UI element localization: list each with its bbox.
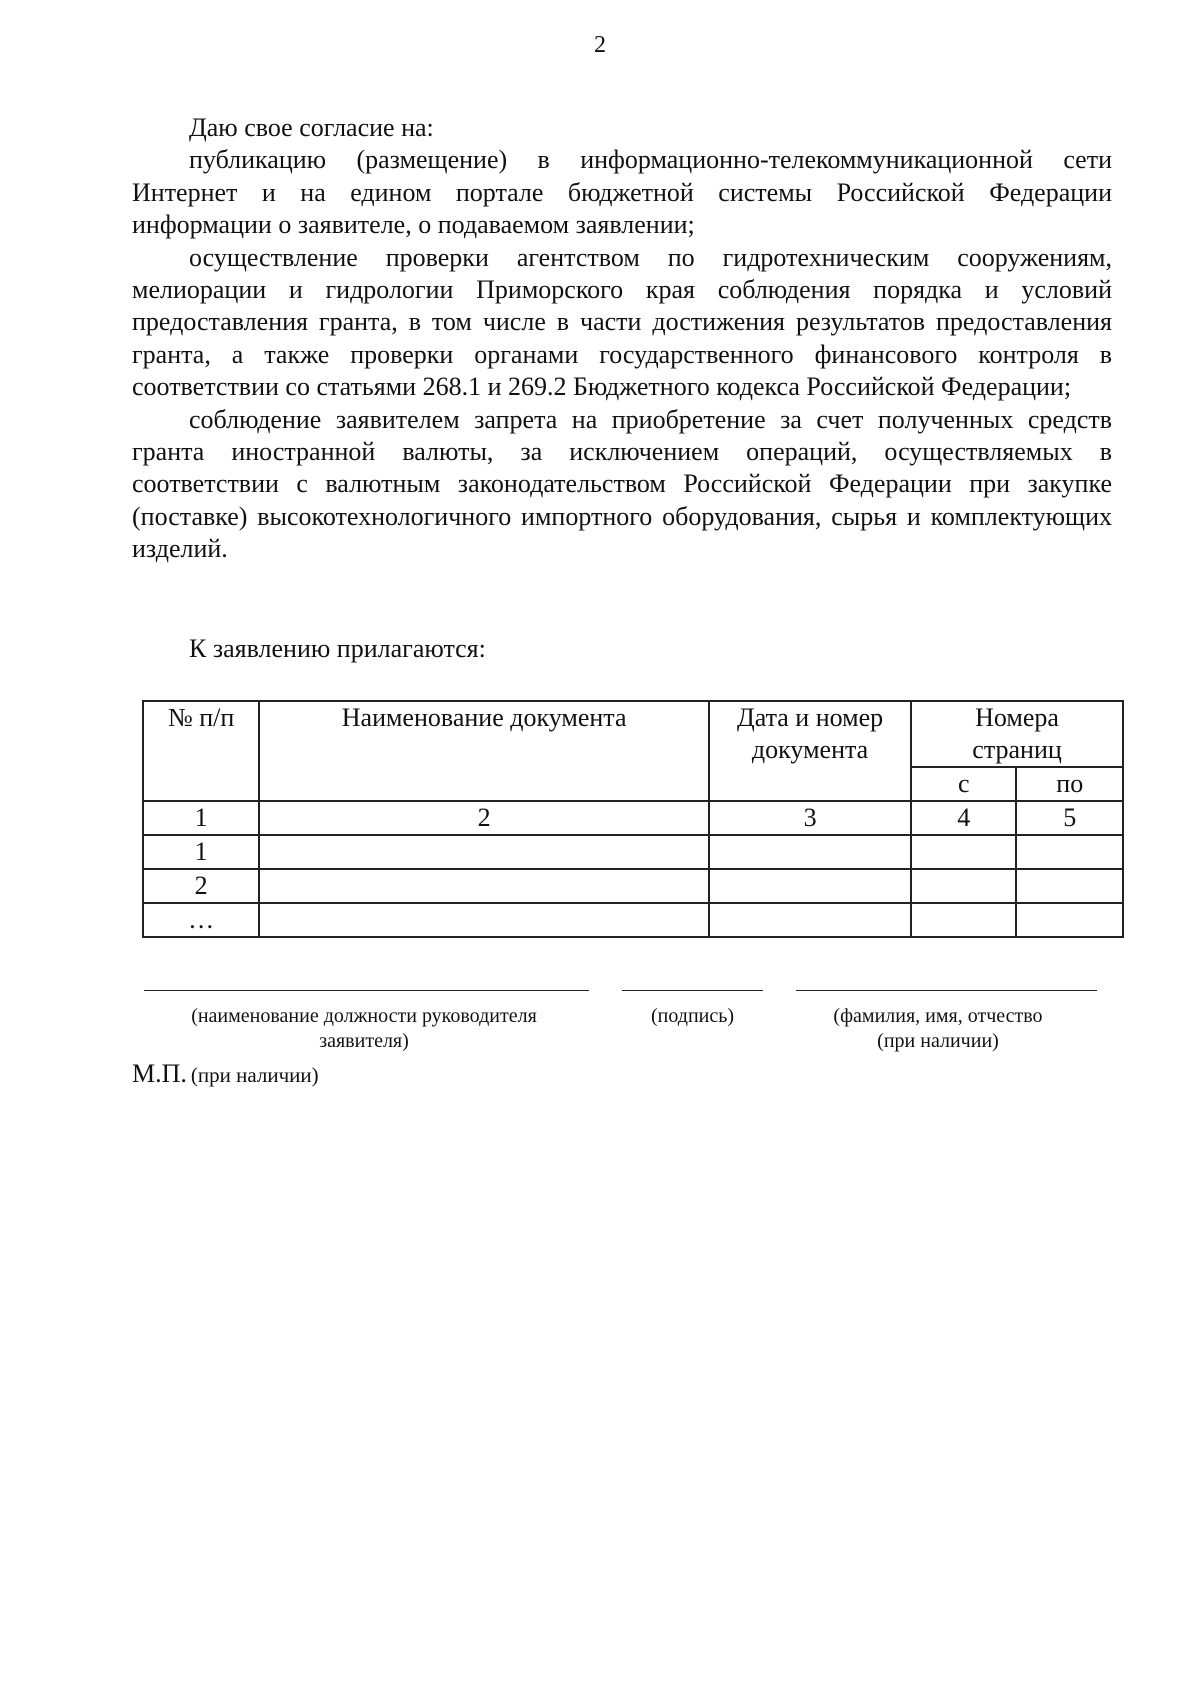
table-header-row <box>143 701 1123 767</box>
pages-to-cell[interactable] <box>1016 869 1123 903</box>
full-name-caption: (фамилия, имя, отчество (при наличии) <box>833 1005 1043 1052</box>
full-name-signature-line[interactable] <box>796 990 1097 991</box>
table-row <box>143 903 1123 937</box>
row-number-cell: 2 <box>143 869 259 903</box>
page-number: 2 <box>594 32 606 58</box>
table-row <box>143 835 1123 869</box>
stamp-label: М.П. <box>132 1059 187 1088</box>
consent-item-inspection: осуществление проверки агентством по гидротехническим сооружениям, мелиорации и гидрологии Приморского края соблюдения порядка и условий предоставления гранта, в том числе в части достижения результатов предоставления гранта, а также проверки органами государственного финансового контроля в соответствии со статьями 268.1 и 269.2 Бюджетного кодекса Российской Федерации; <box>132 242 1112 402</box>
signature-caption: (подпись) <box>650 1005 735 1027</box>
pages-from-cell[interactable] <box>911 835 1016 869</box>
header-pages-to: по <box>1016 767 1123 801</box>
document-name-cell[interactable] <box>259 903 709 937</box>
signature-line[interactable] <box>622 990 763 991</box>
column-number: 3 <box>709 801 911 835</box>
pages-to-cell[interactable] <box>1016 835 1123 869</box>
attachments-table <box>142 700 1124 938</box>
header-number: № п/п <box>143 701 259 801</box>
pages-from-cell[interactable] <box>911 869 1016 903</box>
header-date-number: Дата и номер документа <box>709 701 911 801</box>
header-pages: Номера страниц <box>911 701 1123 767</box>
header-document-name: Наименование документа <box>259 701 709 801</box>
position-caption: (наименование должности руководителя заявителя) <box>191 1005 537 1052</box>
column-number: 2 <box>259 801 709 835</box>
consent-item-currency-ban: соблюдение заявителем запрета на приобретение за счет полученных средств гранта иностранной валюты, за исключением операций, осуществляемых в соответствии с валютным законодательством Российской Федерации при закупке (поставке) высокотехнологичного импортного оборудования, сырья и комплектующих изделий. <box>132 404 1112 564</box>
date-number-cell[interactable] <box>709 903 911 937</box>
column-number: 4 <box>911 801 1016 835</box>
table-row <box>143 869 1123 903</box>
stamp-place <box>132 1058 319 1094</box>
document-name-cell[interactable] <box>259 835 709 869</box>
pages-to-cell[interactable] <box>1016 903 1123 937</box>
document-name-cell[interactable] <box>259 869 709 903</box>
pages-from-cell[interactable] <box>911 903 1016 937</box>
date-number-cell[interactable] <box>709 835 911 869</box>
row-number-cell: 1 <box>143 835 259 869</box>
attachments-heading: К заявлению прилагаются: <box>189 634 486 663</box>
consent-item-publication: публикацию (размещение) в информационно-телекоммуникационной сети Интернет и на едином портале бюджетной системы Российской Федерации информации о заявителе, о подаваемом заявлении; <box>132 145 1112 240</box>
header-pages-from: с <box>911 767 1016 801</box>
column-numbers-row <box>143 801 1123 835</box>
consent-section <box>132 112 1112 566</box>
row-number-cell: … <box>143 903 259 937</box>
date-number-cell[interactable] <box>709 869 911 903</box>
column-number: 1 <box>143 801 259 835</box>
column-number: 5 <box>1016 801 1123 835</box>
consent-intro: Даю свое согласие на: <box>189 113 434 142</box>
stamp-note: (при наличии) <box>190 1063 319 1087</box>
position-signature-line[interactable] <box>144 990 589 991</box>
